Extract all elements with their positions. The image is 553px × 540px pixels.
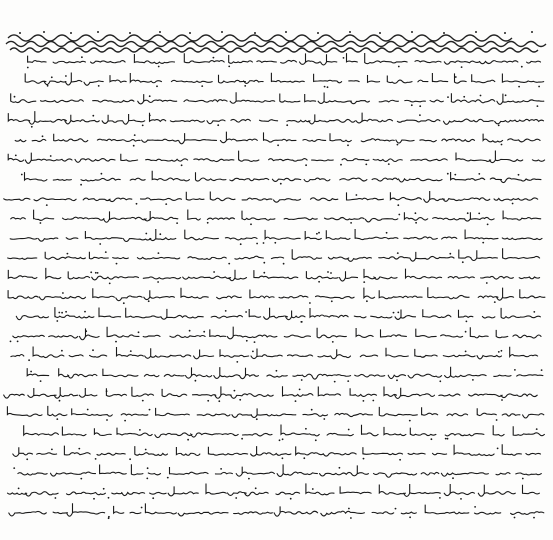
diacritic-dot bbox=[365, 164, 367, 166]
diacritic-dot bbox=[40, 222, 42, 224]
diacritic-dot bbox=[85, 330, 87, 332]
diacritic-dot bbox=[461, 66, 463, 68]
diacritic-dot bbox=[145, 449, 147, 451]
diacritic-dot bbox=[312, 488, 314, 490]
diacritic-dot bbox=[366, 300, 368, 302]
diacritic-dot bbox=[323, 418, 325, 420]
handwritten-line bbox=[1, 406, 543, 418]
diacritic-dot bbox=[303, 457, 305, 459]
diacritic-dot bbox=[108, 497, 110, 499]
diacritic-dot bbox=[301, 379, 303, 381]
diacritic-dot bbox=[395, 508, 397, 510]
diacritic-dot bbox=[65, 311, 67, 313]
diacritic-dot bbox=[518, 86, 520, 88]
diacritic-dot bbox=[315, 439, 317, 441]
diacritic-dot bbox=[80, 478, 82, 480]
diacritic-dot bbox=[301, 321, 303, 323]
handwritten-line bbox=[18, 425, 545, 438]
diacritic-dot bbox=[482, 242, 484, 244]
diacritic-dot bbox=[42, 135, 44, 137]
diacritic-dot bbox=[139, 429, 141, 431]
diacritic-dot bbox=[348, 508, 350, 510]
diacritic-dot bbox=[47, 85, 49, 87]
handwritten-line bbox=[4, 229, 542, 242]
diacritic-dot bbox=[27, 67, 29, 69]
diacritic-dot bbox=[449, 253, 451, 255]
diacritic-dot bbox=[290, 498, 292, 500]
handwritten-line bbox=[22, 53, 540, 65]
diacritic-dot bbox=[363, 458, 365, 460]
diacritic-dot bbox=[397, 312, 399, 314]
diacritic-dot bbox=[59, 400, 61, 402]
diacritic-dot bbox=[148, 300, 150, 302]
diacritic-dot bbox=[263, 262, 265, 264]
handwritten-line bbox=[8, 132, 540, 144]
diacritic-dot bbox=[339, 467, 341, 469]
diacritic-dot bbox=[318, 281, 320, 283]
diacritic-dot bbox=[350, 517, 352, 519]
diacritic-dot bbox=[447, 438, 449, 440]
header-dots bbox=[19, 31, 533, 34]
diacritic-dot bbox=[152, 497, 154, 499]
diacritic-dot bbox=[533, 517, 535, 519]
diacritic-dot bbox=[248, 478, 250, 480]
diacritic-dot bbox=[220, 468, 222, 470]
diacritic-dot bbox=[106, 390, 108, 392]
diacritic-dot bbox=[239, 399, 241, 401]
diacritic-dot bbox=[241, 438, 243, 440]
handwritten-line bbox=[19, 171, 541, 183]
diacritic-dot bbox=[147, 467, 149, 469]
diacritic-dot bbox=[409, 420, 411, 422]
handwritten-line bbox=[20, 367, 543, 379]
diacritic-dot bbox=[332, 341, 334, 343]
handwritten-line bbox=[9, 327, 541, 340]
diacritic-dot bbox=[62, 292, 64, 294]
diacritic-dot bbox=[207, 400, 209, 402]
diacritic-dot bbox=[397, 144, 399, 146]
diacritic-dot bbox=[467, 212, 469, 214]
diacritic-dot bbox=[240, 243, 242, 245]
diacritic-dot bbox=[81, 56, 83, 58]
diacritic-dot bbox=[250, 223, 252, 225]
diacritic-dot bbox=[10, 341, 12, 343]
handwritten-line bbox=[5, 92, 543, 104]
diacritic-dot bbox=[90, 271, 92, 273]
diacritic-dot bbox=[411, 104, 413, 106]
handwritten-line bbox=[3, 210, 541, 223]
diacritic-dot bbox=[348, 429, 350, 431]
diacritic-dot bbox=[486, 282, 488, 284]
diacritic-dot bbox=[454, 174, 456, 176]
diacritic-dot bbox=[399, 459, 401, 461]
diacritic-dot bbox=[156, 85, 158, 87]
diacritic-dot bbox=[541, 369, 543, 371]
diacritic-dot bbox=[61, 350, 63, 352]
diacritic-dot bbox=[201, 85, 203, 87]
diacritic-dot bbox=[167, 477, 169, 479]
diacritic-dot bbox=[228, 66, 230, 68]
diacritic-dot bbox=[97, 272, 99, 274]
diacritic-dot bbox=[327, 271, 329, 273]
diacritic-dot bbox=[295, 400, 297, 402]
diacritic-dot bbox=[263, 272, 265, 274]
diacritic-dot bbox=[255, 487, 257, 489]
diacritic-dot bbox=[277, 144, 279, 146]
diacritic-dot bbox=[256, 418, 258, 420]
handwritten-line bbox=[9, 503, 544, 516]
diacritic-dot bbox=[109, 283, 111, 285]
diacritic-dot bbox=[393, 312, 395, 314]
diacritic-dot bbox=[343, 57, 345, 59]
diacritic-dot bbox=[478, 173, 480, 175]
diacritic-dot bbox=[165, 203, 167, 205]
diacritic-dot bbox=[203, 331, 205, 333]
diacritic-dot bbox=[17, 341, 19, 343]
diacritic-dot bbox=[145, 233, 147, 235]
diacritic-dot bbox=[56, 320, 58, 322]
diacritic-dot bbox=[158, 66, 160, 68]
diacritic-dot bbox=[187, 439, 189, 441]
diacritic-dot bbox=[252, 351, 254, 353]
diacritic-dot bbox=[463, 96, 465, 98]
diacritic-dot bbox=[447, 96, 449, 98]
diacritic-dot bbox=[40, 380, 42, 382]
diacritic-dot bbox=[472, 379, 474, 381]
diacritic-dot bbox=[533, 311, 535, 313]
diacritic-dot bbox=[58, 312, 60, 314]
diacritic-dot bbox=[142, 125, 144, 127]
handwritten-line bbox=[16, 73, 543, 86]
diacritic-dot bbox=[56, 418, 58, 420]
diacritic-dot bbox=[228, 263, 230, 265]
header-band bbox=[6, 35, 546, 52]
diacritic-dot bbox=[146, 478, 148, 480]
diacritic-dot bbox=[105, 251, 107, 253]
handwritten-line bbox=[0, 483, 539, 496]
diacritic-dot bbox=[537, 105, 539, 107]
diacritic-dot bbox=[78, 448, 80, 450]
diacritic-dot bbox=[95, 458, 97, 460]
diacritic-dot bbox=[494, 301, 496, 303]
diacritic-dot bbox=[318, 232, 320, 234]
diacritic-dot bbox=[136, 203, 138, 205]
diacritic-dot bbox=[138, 331, 140, 333]
diacritic-dot bbox=[350, 222, 352, 224]
diacritic-dot bbox=[439, 497, 441, 499]
diacritic-dot bbox=[487, 224, 489, 226]
diacritic-dot bbox=[92, 349, 94, 351]
diacritic-dot bbox=[522, 478, 524, 480]
diacritic-dot bbox=[133, 145, 135, 147]
diacritic-dot bbox=[13, 467, 15, 469]
diacritic-dot bbox=[46, 204, 48, 206]
diacritic-dot bbox=[445, 438, 447, 440]
diacritic-dot bbox=[466, 321, 468, 323]
diacritic-dot bbox=[149, 115, 151, 117]
diacritic-dot bbox=[234, 390, 236, 392]
diacritic-dot bbox=[280, 183, 282, 185]
diacritic-dot bbox=[521, 66, 523, 68]
diacritic-dot bbox=[501, 350, 503, 352]
diacritic-dot bbox=[50, 155, 52, 157]
diacritic-dot bbox=[538, 86, 540, 88]
handwritten-line bbox=[0, 111, 544, 124]
diacritic-dot bbox=[103, 488, 105, 490]
handwritten-line bbox=[5, 347, 538, 359]
handwritten-line bbox=[3, 287, 545, 300]
diacritic-dot bbox=[276, 370, 278, 372]
diacritic-dot bbox=[460, 498, 462, 500]
diacritic-dot bbox=[158, 252, 160, 254]
diacritic-dot bbox=[462, 261, 464, 263]
diacritic-dot bbox=[340, 164, 342, 166]
diacritic-dot bbox=[149, 409, 151, 411]
handwritten-line bbox=[9, 444, 540, 456]
diacritic-dot bbox=[501, 144, 503, 146]
diacritic-dot bbox=[465, 351, 467, 353]
diacritic-dot bbox=[176, 222, 178, 224]
diacritic-dot bbox=[26, 458, 28, 460]
diacritic-dot bbox=[478, 213, 480, 215]
diacritic-dot bbox=[244, 85, 246, 87]
diacritic-dot bbox=[536, 428, 538, 430]
diacritic-dot bbox=[92, 115, 94, 117]
diacritic-dot bbox=[213, 57, 215, 59]
diacritic-dot bbox=[157, 281, 159, 283]
diacritic-dot bbox=[409, 516, 411, 518]
diacritic-dot bbox=[305, 164, 307, 166]
handwritten-line bbox=[1, 386, 538, 398]
diacritic-dot bbox=[452, 477, 454, 479]
diacritic-dot bbox=[498, 125, 500, 127]
diacritic-dot bbox=[396, 379, 398, 381]
diacritic-dot bbox=[347, 380, 349, 382]
diacritic-dot bbox=[497, 448, 499, 450]
diacritic-dot bbox=[61, 312, 63, 314]
diacritic-dot bbox=[279, 439, 281, 441]
diacritic-dot bbox=[195, 380, 197, 382]
diacritic-dot bbox=[398, 214, 400, 216]
diacritic-dot bbox=[123, 302, 125, 304]
diacritic-dot bbox=[309, 302, 311, 304]
diacritic-dot bbox=[512, 203, 514, 205]
diacritic-dot bbox=[108, 516, 110, 518]
diacritic-dot bbox=[501, 399, 503, 401]
body-text-lines bbox=[0, 53, 545, 519]
diacritic-dot bbox=[246, 340, 248, 342]
diacritic-dot bbox=[397, 204, 399, 206]
diacritic-dot bbox=[115, 341, 117, 343]
handwritten-line bbox=[1, 151, 544, 164]
diacritic-dot bbox=[84, 311, 86, 313]
diacritic-dot bbox=[124, 420, 126, 422]
diacritic-dot bbox=[415, 222, 417, 224]
diacritic-dot bbox=[101, 173, 103, 175]
diacritic-dot bbox=[235, 497, 237, 499]
diacritic-dot bbox=[263, 242, 265, 244]
diacritic-dot bbox=[98, 85, 100, 87]
diacritic-dot bbox=[514, 369, 516, 371]
diacritic-dot bbox=[207, 222, 209, 224]
diacritic-dot bbox=[99, 243, 101, 245]
diacritic-dot bbox=[31, 126, 33, 128]
diacritic-dot bbox=[218, 400, 220, 402]
diacritic-dot bbox=[134, 134, 136, 136]
diacritic-dot bbox=[419, 105, 421, 107]
diacritic-dot bbox=[181, 164, 183, 166]
diacritic-dot bbox=[496, 419, 498, 421]
diacritic-dot bbox=[283, 263, 285, 265]
diacritic-dot bbox=[439, 380, 441, 382]
diacritic-dot bbox=[386, 232, 388, 234]
diacritic-dot bbox=[331, 300, 333, 302]
diacritic-dot bbox=[141, 507, 143, 509]
diacritic-dot bbox=[116, 263, 118, 265]
diacritic-dot bbox=[236, 361, 238, 363]
diacritic-dot bbox=[254, 341, 256, 343]
diacritic-dot bbox=[225, 310, 227, 312]
diacritic-dot bbox=[447, 173, 449, 175]
diacritic-dot bbox=[87, 409, 89, 411]
diacritic-dot bbox=[480, 95, 482, 97]
diacritic-dot bbox=[130, 350, 132, 352]
diacritic-dot bbox=[518, 174, 520, 176]
diacritic-dot bbox=[334, 381, 336, 383]
diacritic-dot bbox=[286, 124, 288, 126]
diacritic-dot bbox=[330, 272, 332, 274]
diacritic-dot bbox=[28, 359, 30, 361]
diacritic-dot bbox=[324, 86, 326, 88]
diacritic-dot bbox=[282, 457, 284, 459]
diacritic-dot bbox=[129, 458, 131, 460]
handwritten-line bbox=[0, 268, 539, 281]
diacritic-dot bbox=[505, 94, 507, 96]
diacritic-dot bbox=[80, 184, 82, 186]
diacritic-dot bbox=[14, 96, 16, 98]
diacritic-dot bbox=[15, 155, 17, 157]
diacritic-dot bbox=[347, 144, 349, 146]
diacritic-dot bbox=[30, 371, 32, 373]
diacritic-dot bbox=[93, 498, 95, 500]
diacritic-dot bbox=[217, 124, 219, 126]
handwritten-line bbox=[10, 464, 541, 477]
diacritic-dot bbox=[149, 95, 151, 97]
diacritic-dot bbox=[363, 400, 365, 402]
diacritic-dot bbox=[397, 252, 399, 254]
diacritic-dot bbox=[18, 488, 20, 490]
diacritic-dot bbox=[299, 389, 301, 391]
diacritic-dot bbox=[189, 330, 191, 332]
diacritic-dot bbox=[311, 409, 313, 411]
handwritten-line bbox=[0, 191, 538, 202]
diacritic-dot bbox=[415, 212, 417, 214]
diacritic-dot bbox=[65, 75, 67, 77]
diacritic-dot bbox=[51, 449, 53, 451]
diacritic-dot bbox=[431, 438, 433, 440]
diacritic-dot bbox=[21, 174, 23, 176]
diacritic-dot bbox=[305, 428, 307, 430]
diacritic-dot bbox=[213, 271, 215, 273]
diacritic-dot bbox=[106, 419, 108, 421]
diacritic-dot bbox=[159, 233, 161, 235]
diacritic-dot bbox=[465, 331, 467, 333]
diacritic-dot bbox=[245, 311, 247, 313]
diacritic-dot bbox=[363, 281, 365, 283]
diacritic-dot bbox=[142, 400, 144, 402]
handwritten-line bbox=[3, 248, 540, 261]
diacritic-dot bbox=[514, 517, 516, 519]
diacritic-dot bbox=[256, 243, 258, 245]
diacritic-dot bbox=[398, 66, 400, 68]
diacritic-dot bbox=[498, 351, 500, 353]
diacritic-dot bbox=[274, 242, 276, 244]
handwritten-line bbox=[16, 307, 540, 320]
diacritic-dot bbox=[327, 86, 329, 88]
diacritic-dot bbox=[372, 400, 374, 402]
diacritic-dot bbox=[356, 194, 358, 196]
diacritic-dot bbox=[67, 253, 69, 255]
diacritic-dot bbox=[419, 114, 421, 116]
diacritic-dot bbox=[51, 76, 53, 78]
diacritic-dot bbox=[474, 506, 476, 508]
diacritic-dot bbox=[282, 438, 284, 440]
diacritic-dot bbox=[55, 497, 57, 499]
diacritic-dot bbox=[388, 163, 390, 165]
diacritic-dot bbox=[95, 272, 97, 274]
diacritic-dot bbox=[316, 233, 318, 235]
diacritic-dot bbox=[455, 76, 457, 78]
